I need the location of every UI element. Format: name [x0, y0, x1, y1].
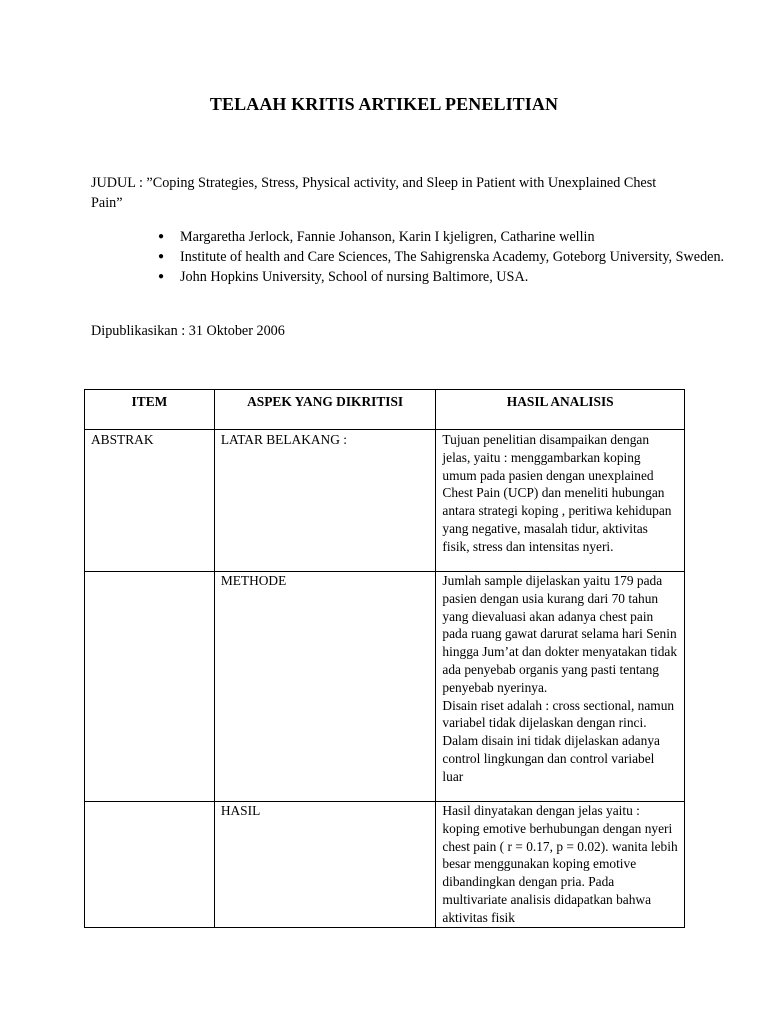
- header-item: ITEM: [85, 390, 215, 430]
- author-list-item: ● Margaretha Jerlock, Fannie Johanson, Karin I kjeligren, Catharine wellin: [180, 227, 740, 247]
- author-list-item: ● John Hopkins University, School of nursing Baltimore, USA.: [180, 267, 740, 287]
- cell-aspect: HASIL: [214, 802, 436, 928]
- author-list: [91, 227, 740, 287]
- analysis-paragraph: Disain riset adalah : cross sectional, namun variabel tidak dijelaskan dengan rinci. Dalam disain ini tidak dijelaskan adanya control lingkungan dan control variabel luar: [442, 697, 675, 784]
- document-title: TELAAH KRITIS ARTIKEL PENELITIAN: [209, 94, 559, 114]
- table-header-row: [85, 390, 685, 430]
- header-analysis: HASIL ANALISIS: [436, 390, 685, 430]
- author-list-item: ● Institute of health and Care Sciences, The Sahigrenska Academy, Goteborg University, Sweden.: [180, 247, 740, 267]
- cell-analysis: [436, 572, 685, 802]
- table-row: [85, 430, 685, 572]
- publication-date: Dipublikasikan : 31 Oktober 2006: [91, 323, 285, 339]
- cell-item: [85, 572, 215, 802]
- cell-aspect: METHODE: [214, 572, 436, 802]
- article-title-paragraph: JUDUL : ”Coping Strategies, Stress, Physical activity, and Sleep in Patient with Unexplained Chest Pain”: [91, 175, 657, 211]
- cell-item: [85, 802, 215, 928]
- cell-item: ABSTRAK: [85, 430, 215, 572]
- cell-analysis: Tujuan penelitian disampaikan dengan jelas, yaitu : menggambarkan koping umum pada pasien dengan unexplained Chest Pain (UCP) dan meneliti hubungan antara strategi koping , peritiwa kehidupan yang negative, masalah tidur, aktivitas fisik, stress dan intensitas nyeri.: [436, 430, 685, 572]
- cell-analysis: Hasil dinyatakan dengan jelas yaitu : koping emotive berhubungan dengan nyeri chest pain ( r = 0.17, p = 0.02). wanita lebih besar menggunakan koping emotive dibandingkan dengan pria. Pada multivariate analisis didapatkan bahwa aktivitas fisik: [436, 802, 685, 928]
- header-aspect: ASPEK YANG DIKRITISI: [214, 390, 436, 430]
- critique-table: [84, 389, 685, 928]
- table-row: [85, 802, 685, 928]
- analysis-paragraph: Jumlah sample dijelaskan yaitu 179 pada pasien dengan usia kurang dari 70 tahun yang dievaluasi akan adanya chest pain pada ruang gawat darurat selama hari Senin hingga Jum’at dan dokter menyatakan tidak ada penyebab organis yang pasti tentang penyebab nyerinya.: [442, 573, 678, 695]
- table-row: [85, 572, 685, 802]
- cell-aspect: LATAR BELAKANG :: [214, 430, 436, 572]
